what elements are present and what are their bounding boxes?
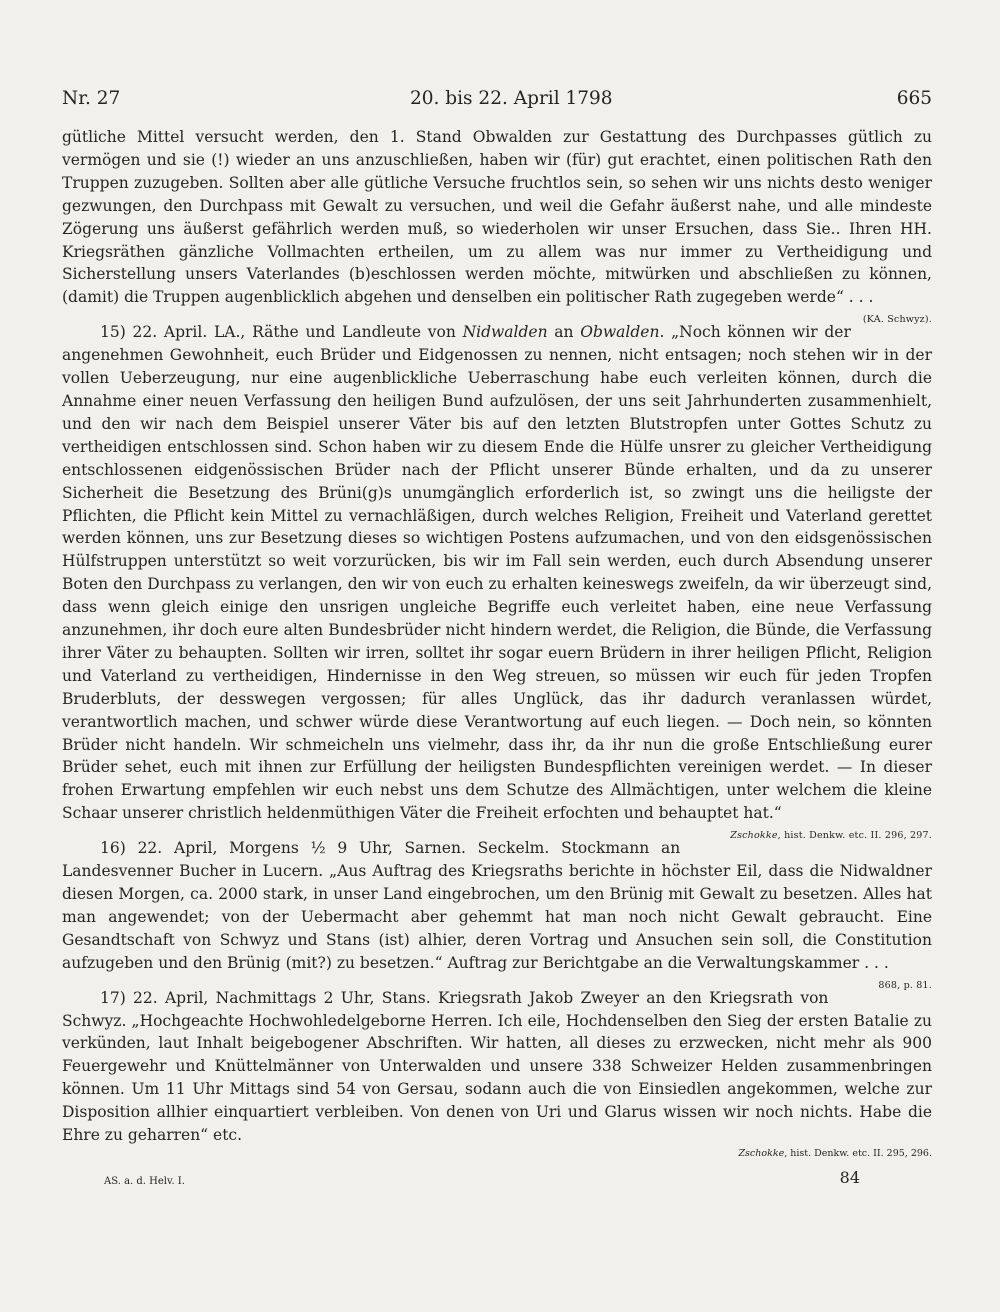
intro-text: gütliche Mittel versucht werden, den 1. Stand Obwalden zur Gestattung des Durchpasses gütlich zu vermögen und sie (!) wieder an uns anzuschließen, haben wir (für) gut erachtet, einen politischen Rath den Truppen zuzugeben. Sollten aber alle gütliche Versuche fruchtlos sein, so sehen wir uns nichts desto weniger gezwungen, den Durchpass mit Gewalt zu versuchen, und weil die Gefahr äußerst nahe, und alle mindeste Zögerung uns äußerst gefährlich werden muß, so wiederholen wir unser Ersuchen, dass Sie.. Ihren HH. Kriegsräthen gänzliche Vollmachten ertheilen, um zu allem was nur immer zu Vertheidigung und Sicherstellung unsers Vaterlandes (b)eschlossen werden möchte, mitwürken und abschließen zu können, (damit) die Truppen augenblicklich abgehen und denselben ein politischer Rath zugegeben werde“ . . . bbox=[62, 128, 932, 307]
doc15-source-rest: , hist. Denkw. etc. II. 296, 297. bbox=[777, 830, 932, 842]
running-header bbox=[62, 88, 932, 118]
doc17-source bbox=[62, 1147, 932, 1161]
doc15-text: . „Noch können wir der angenehmen Gewohnheit, euch Brüder und Eidgenossen zu nennen, nicht entsagen; noch stehen wir in der vollen Ueberzeugung, nur eine augenblickliche Ueberraschung habe euch verleiten können, durch die Annahme einer neuen Verfassung den heiligen Bund aufzulösen, der uns seit Jahrhunderten zusammenhielt, und den wir nach dem Beispiel unserer Väter bis auf den letzten Blutstropfen unter Gottes Schutz zu vertheidigen entschlossen sind. Schon haben wir zu diesem Ende die Hülfe unsrer zu gleicher Vertheidigung entschlossenen eidgenössischen Brüder nach der Pflicht unserer Bünde erhalten, und da zu unserer Sicherheit die Besetzung des Brüni(g)s unumgänglich erforderlich ist, so zwingt uns die heiligste der Pflichten, die Pflicht kein Mittel zu vernachläßigen, durch welches Religion, Freiheit und Vaterland gerettet werden können, uns zur Besetzung dieses so wichtigen Postens aufzumachen, und von den eidsgenössischen Hülfstruppen unterstützt so weit vorzurücken, bis wir im Fall sein werden, euch durch Absendung unserer Boten den Durchpass zu verlangen, den wir von euch zu erhalten keineswegs zweifeln, da wir überzeugt sind, dass wenn gleich einige den unsrigen ungleiche Begriffe euch verleitet haben, eine neue Verfassung anzunehmen, ihr doch eure alten Bundesbrüder nicht hindern werdet, die Religion, die Bünde, die Verfassung ihrer Väter zu behaupten. Sollten wir irren, solltet ihr sogar euern Brüdern in ihrer heiligen Pflicht, Religion und Vaterland zu vertheidigen, Hindernisse in den Weg streuen, so müssen wir euch für jeden Tropfen Bruderbluts, der desswegen vergossen; für alles Unglück, das ihr dadurch veranlassen würdet, verantwortlich machen, und schwer würde diese Verantwortung auf euch liegen. — Doch nein, so könnten Brüder nicht handeln. Wir schmeicheln uns vielmehr, dass ihr, da ihr nun die große Entschließung eurer Brüder sehet, euch mit ihnen zur Erfüllung der heiligsten Bundespflichten vereinigen werdet. — In dieser frohen Erwartung empfehlen wir euch nebst uns dem Schutze des Allmächtigen, unter welchem die kleine Schaar unserer christlich heldenmüthigen Väter die Freiheit erfochten und behauptet hat.“ bbox=[62, 323, 932, 823]
intro-paragraph bbox=[62, 126, 932, 326]
signature-mark: 84 bbox=[839, 1168, 860, 1187]
doc16-text: 16) 22. April, Morgens ½ 9 Uhr, Sarnen. Seckelm. Stockmann an Landesvenner Bucher in Lucern. „Aus Auftrag des Kriegsraths berichte in höchster Eil, dass die Nidwaldner diesen Morgen, ca. 2000 stark, in unser Land eingebrochen, um den Brünig mit Gewalt zu besetzen. Alles hat man angewendet; von der Uebermacht aber gehemmt hat man noch nicht Gewalt gebraucht. Eine Gesandtschaft von Schwyz und Stans (ist) alhier, deren Vortrag und Ansuchen sein soll, die Constitution aufzugeben und den Brünig (mit?) zu besetzen.“ Auftrag zur Berichtgabe an die Verwaltungskammer . . . bbox=[62, 839, 932, 972]
intro-source: (KA. Schwyz). bbox=[862, 314, 932, 326]
page-body bbox=[62, 126, 932, 1161]
series-title: AS. a. d. Helv. I. bbox=[104, 1176, 185, 1187]
document-17 bbox=[62, 987, 932, 1147]
document-16 bbox=[62, 837, 932, 991]
doc17-source-author: Zschokke bbox=[738, 1147, 785, 1159]
document-15 bbox=[62, 321, 932, 842]
date-range: 20. bis 22. April 1798 bbox=[410, 88, 613, 109]
doc15-source-author: Zschokke bbox=[730, 830, 778, 842]
doc16-source: 868, p. 81. bbox=[878, 979, 932, 991]
page-number: 665 bbox=[896, 88, 932, 109]
doc15-head: 15) 22. April. LA., Räthe und Landleute von bbox=[100, 323, 463, 342]
doc15-to: Obwalden bbox=[580, 323, 660, 342]
doc15-source bbox=[692, 825, 932, 848]
doc15-from: Nidwalden bbox=[462, 323, 548, 342]
document-number: Nr. 27 bbox=[62, 88, 121, 109]
doc17-text: 17) 22. April, Nachmittags 2 Uhr, Stans. Kriegsrath Jakob Zweyer an den Kriegsrath von Schwyz. „Hochgeachte Hochwohledelgeborne Herren. Ich eile, Hochdenselben den Sieg der ersten Batalie zu verkünden, laut Inhalt beigebogener Abschriften. Wir hatten, all dieses zu erzwecken, nicht mehr als 900 Feuergewehr und Knüttelmänner von Unterwalden und unsere 338 Schweizer Helden zusammenbringen können. Um 11 Uhr Mittags sind 54 von Gersau, sodann auch die von Einsiedlen angekommen, welche zur Disposition allhier einquartiert verbleiben. Von denen von Uri und Glarus wissen wir noch nichts. Habe die Ehre zu geharren“ etc. bbox=[62, 988, 932, 1145]
doc15-mid: an bbox=[547, 323, 581, 342]
doc17-source-rest: , hist. Denkw. etc. II. 295, 296. bbox=[784, 1147, 932, 1159]
